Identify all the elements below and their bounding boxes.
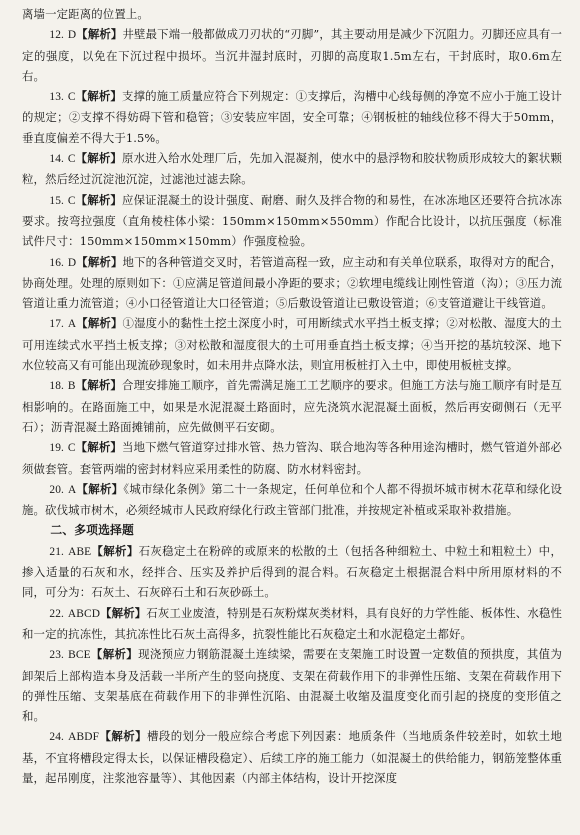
analysis-text: 石灰工业废渣，特别是石灰粉煤灰类材料，具有良好的力学性能、板体性、水稳性和一定的抗冻性，其抗冻性比石灰土高得多，抗裂性能比石灰稳定土和水泥稳定土都好。 xyxy=(22,605,562,641)
answer-letter: B xyxy=(67,380,76,393)
answer-number: 20. xyxy=(49,483,65,496)
answer-number: 24. xyxy=(49,731,65,744)
single-choice-answers xyxy=(22,24,562,520)
answer-letter: A xyxy=(67,318,77,331)
analysis-tag: 【解析】 xyxy=(75,378,122,393)
answer-item xyxy=(22,479,562,521)
analysis-text: 支撑的施工质量应符合下列规定：①支撑后，沟槽中心线每侧的净宽不应小于施工设计的规定；②支撑不得妨碍下管和稳管；③安装应牢固，安全可靠；④钢板桩的轴线位移不得大于50mm，垂直度偏差不得大于1.5%。 xyxy=(22,89,562,145)
analysis-text: 当地下燃气管道穿过排水管、热力管沟、联合地沟等各种用途沟槽时，燃气管道外部必须做套管。套管两端的密封材料应采用柔性的防腐、防水材料密封。 xyxy=(22,440,562,476)
analysis-text: 合理安排施工顺序，首先需满足施工工艺顺序的要求。但施工方法与施工顺序有时是互相影响的。在路面施工中，如果是水泥混凝土路面时，应先浇筑水泥混凝土面板，然后再安砌侧石（无平石）；沥青混凝土路面摊铺前，应先做侧平石安砌。 xyxy=(22,378,562,434)
analysis-text: 《城市绿化条例》第二十一条规定，任何单位和个人都不得损坏城市树木花草和绿化设施。砍伐城市树木，必须经城市人民政府绿化行政主管部门批准，并按规定补植或采取补救措施。 xyxy=(22,481,562,518)
answer-letter: C xyxy=(67,153,76,166)
answer-letter: ABCD xyxy=(67,607,101,620)
answer-item xyxy=(22,148,562,190)
answer-item xyxy=(22,375,562,437)
answer-item xyxy=(22,541,562,603)
analysis-text: 应保证混凝土的设计强度、耐磨、耐久及拌合物的和易性，在冰冻地区还要符合抗冰冻要求。按弯拉强度（直角棱柱体小梁：150mm×150mm×550mm）作配合比设计，以抗压强度（标准试件尺寸：150mm×150mm×150mm）作强度检验。 xyxy=(22,192,562,249)
answer-item xyxy=(22,726,562,788)
answer-number: 14. xyxy=(49,153,65,166)
analysis-text: 石灰稳定土在粉碎的或原来的松散的土（包括各种细粒土、中粒土和粗粒土）中，掺入适量的石灰和水，经拌合、压实及养护后得到的混合料。石灰稳定土根据混合料中所用原材料的不同，可分为：石灰土、石灰碎石土和石灰砂砾土。 xyxy=(22,543,562,600)
answer-letter: D xyxy=(67,29,77,42)
analysis-tag: 【解析】 xyxy=(75,440,122,455)
analysis-tag: 【解析】 xyxy=(90,647,139,662)
analysis-tag: 【解析】 xyxy=(100,605,147,620)
answer-item xyxy=(22,24,562,86)
analysis-tag: 【解析】 xyxy=(76,481,124,496)
analysis-tag: 【解析】 xyxy=(75,89,122,104)
section-heading-multi-choice: 二、多项选择题 xyxy=(50,523,134,538)
analysis-tag: 【解析】 xyxy=(76,27,123,42)
analysis-tag: 【解析】 xyxy=(76,316,123,331)
analysis-text: 现浇预应力钢筋混凝土连续梁，需要在支架施工时设置一定数值的预拱度，其值为卸架后上部构造本身及活载一半所产生的竖向挠度、支架在荷载作用下的非弹性压缩、支架在荷载作用下的弹性压缩、支架基底在荷载作用下的非弹性沉陷、由混凝土收缩及温度变化而引起的挠度的变形值之和。 xyxy=(22,647,562,724)
answer-item xyxy=(22,252,562,314)
answer-letter: C xyxy=(67,442,76,455)
analysis-tag: 【解析】 xyxy=(75,151,122,166)
answer-letter: C xyxy=(67,194,76,207)
answer-item xyxy=(22,437,562,479)
answer-item xyxy=(22,644,562,726)
answer-letter: BCE xyxy=(68,649,91,662)
answer-number: 12. xyxy=(49,29,65,42)
continued-line: 离墙一定距离的位置上。 xyxy=(22,7,149,21)
answer-letter: D xyxy=(67,256,77,269)
analysis-tag: 【解析】 xyxy=(99,729,147,744)
answer-number: 21. xyxy=(49,545,65,558)
analysis-text: 原水进入给水处理厂后，先加入混凝剂，使水中的悬浮物和胶状物质形成较大的絮状颗粒，然后经过沉淀池沉淀，过滤池过滤去除。 xyxy=(22,151,562,187)
answer-letter: ABDF xyxy=(68,731,100,744)
answer-item xyxy=(22,190,562,252)
analysis-text: 井壁最下端一般都做成刀刃状的“刃脚”，其主要动用是减少下沉阻力。刃脚还应具有一定的强度，以免在下沉过程中损坏。当沉井湿封底时，刃脚的高度取1.5m左右，干封底时，取0.6m左右。 xyxy=(22,27,563,83)
answer-item xyxy=(22,313,562,375)
answer-item xyxy=(22,603,562,645)
analysis-tag: 【解析】 xyxy=(75,192,122,207)
answer-number: 23. xyxy=(49,649,65,662)
answer-number: 13. xyxy=(49,91,65,104)
answer-letter: C xyxy=(67,91,76,104)
answer-number: 16. xyxy=(49,256,65,269)
analysis-text: 地下的各种管道交叉时，若管道高程一致，应主动和有关单位联系，取得对方的配合，协商处理。处理的原则如下：①应满足管道间最小净距的要求；②软埋电缆线让刚性管道（沟）；③压力流管道让重力流管道；④小口径管道让大口径管道；⑤后敷设管道让已敷设管道；⑥支管道避让干线管道。 xyxy=(22,254,562,311)
answer-number: 18. xyxy=(49,380,65,393)
answer-letter: ABE xyxy=(68,545,92,558)
analysis-text: 槽段的划分一般应综合考虑下列因素：地质条件（当地质条件较差时，如软土地基，不宜将槽段定得太长，以保证槽段稳定）、后续工序的施工能力（如混凝土的供给能力，钢筋笼整体重量，起吊刚度，注浆池容量等）、其他因素（内部主体结构，设计开挖深度 xyxy=(22,729,562,785)
answer-item xyxy=(22,86,562,148)
analysis-tag: 【解析】 xyxy=(76,254,123,269)
analysis-tag: 【解析】 xyxy=(91,543,139,558)
answer-number: 17. xyxy=(49,318,65,331)
answer-number: 19. xyxy=(49,442,65,455)
multi-choice-answers xyxy=(22,541,562,789)
analysis-text: ①湿度小的黏性土挖土深度小时，可用断续式水平挡土板支撑；②对松散、湿度大的土可用连续式水平挡土板支撑；③对松散和湿度很大的土可用垂直挡土板支撑；④当开挖的基坑较深、地下水位较高又有可能出现流砂现象时，如未用井点降水法，则宜用板桩打入土中，即使用板桩支撑。 xyxy=(22,316,562,373)
answer-number: 15. xyxy=(49,194,65,207)
answer-letter: A xyxy=(68,483,77,496)
answer-number: 22. xyxy=(49,607,65,620)
